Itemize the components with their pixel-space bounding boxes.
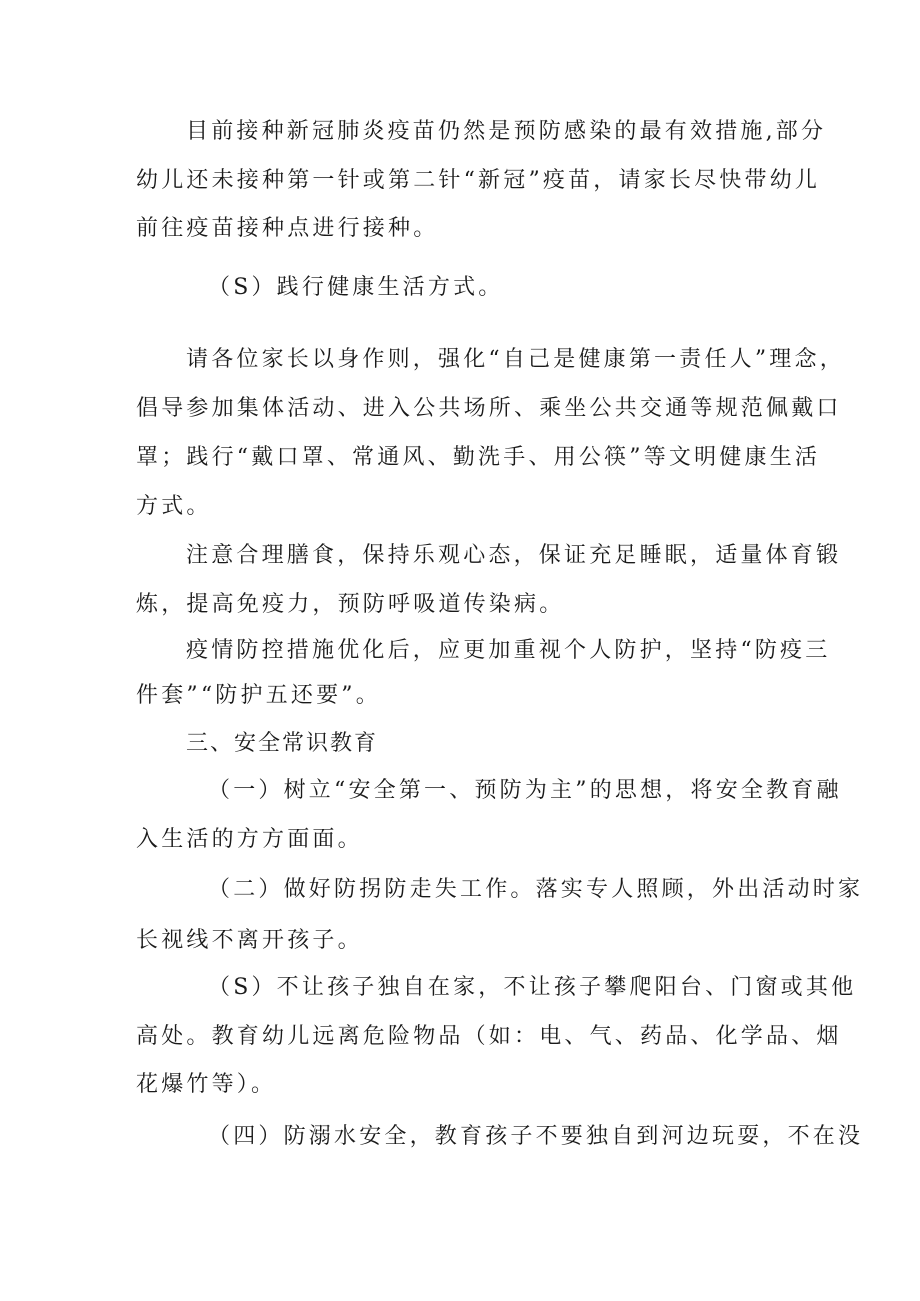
paragraph-safety-2-line-2: 长视线不离开孩子。 — [136, 928, 363, 953]
section-heading-safety: 三、安全常识教育 — [186, 731, 379, 756]
paragraph-safety-4-line-1: （四）防溺水安全，教育孩子不要独自到河边玩耍，不在没 — [208, 1124, 864, 1149]
paragraph-safety-3-line-3: 花爆竹等）。 — [136, 1072, 277, 1097]
paragraph-protection-line-2: 件套”“防护五还要”。 — [136, 683, 381, 708]
paragraph-safety-1-line-2: 入生活的方方面面。 — [136, 827, 363, 852]
paragraph-vaccine-line-2: 幼儿还未接种第一针或第二针“新冠”疫苗，请家长尽快带幼儿 — [136, 168, 821, 193]
paragraph-vaccine-line-1: 目前接种新冠肺炎疫苗仍然是预防感染的最有效措施,部分 — [186, 119, 827, 144]
paragraph-safety-1-line-1: （一）树立“安全第一、预防为主”的思想，将安全教育融 — [208, 778, 842, 803]
paragraph-vaccine-line-3: 前往疫苗接种点进行接种。 — [136, 216, 439, 241]
paragraph-safety-2-line-1: （二）做好防拐防走失工作。落实专人照顾，外出活动时家 — [208, 877, 864, 902]
paragraph-protection-line-1: 疫情防控措施优化后，应更加重视个人防护，坚持“防疫三 — [186, 638, 831, 663]
paragraph-parents-line-4: 方式。 — [136, 494, 212, 519]
paragraph-diet-line-2: 炼，提高免疫力，预防呼吸道传染病。 — [136, 592, 565, 617]
paragraph-diet-line-1: 注意合理膳食，保持乐观心态，保证充足睡眠，适量体育锻 — [186, 543, 842, 568]
paragraph-safety-3-line-1: （S）不让孩子独自在家，不让孩子攀爬阳台、门窗或其他 — [208, 975, 857, 1000]
subheading-healthy-lifestyle: （S）践行健康生活方式。 — [208, 275, 504, 300]
paragraph-parents-line-3: 罩；践行“戴口罩、常通风、勤洗手、用公筷”等文明健康生活 — [136, 445, 821, 470]
paragraph-safety-3-line-2: 高处。教育幼儿远离危险物品（如：电、气、药品、化学品、烟 — [136, 1024, 842, 1049]
paragraph-parents-line-1: 请各位家长以身作则，强化“自己是健康第一责任人”理念， — [186, 347, 845, 372]
paragraph-parents-line-2: 倡导参加集体活动、进入公共场所、乘坐公共交通等规范佩戴口 — [136, 396, 842, 421]
